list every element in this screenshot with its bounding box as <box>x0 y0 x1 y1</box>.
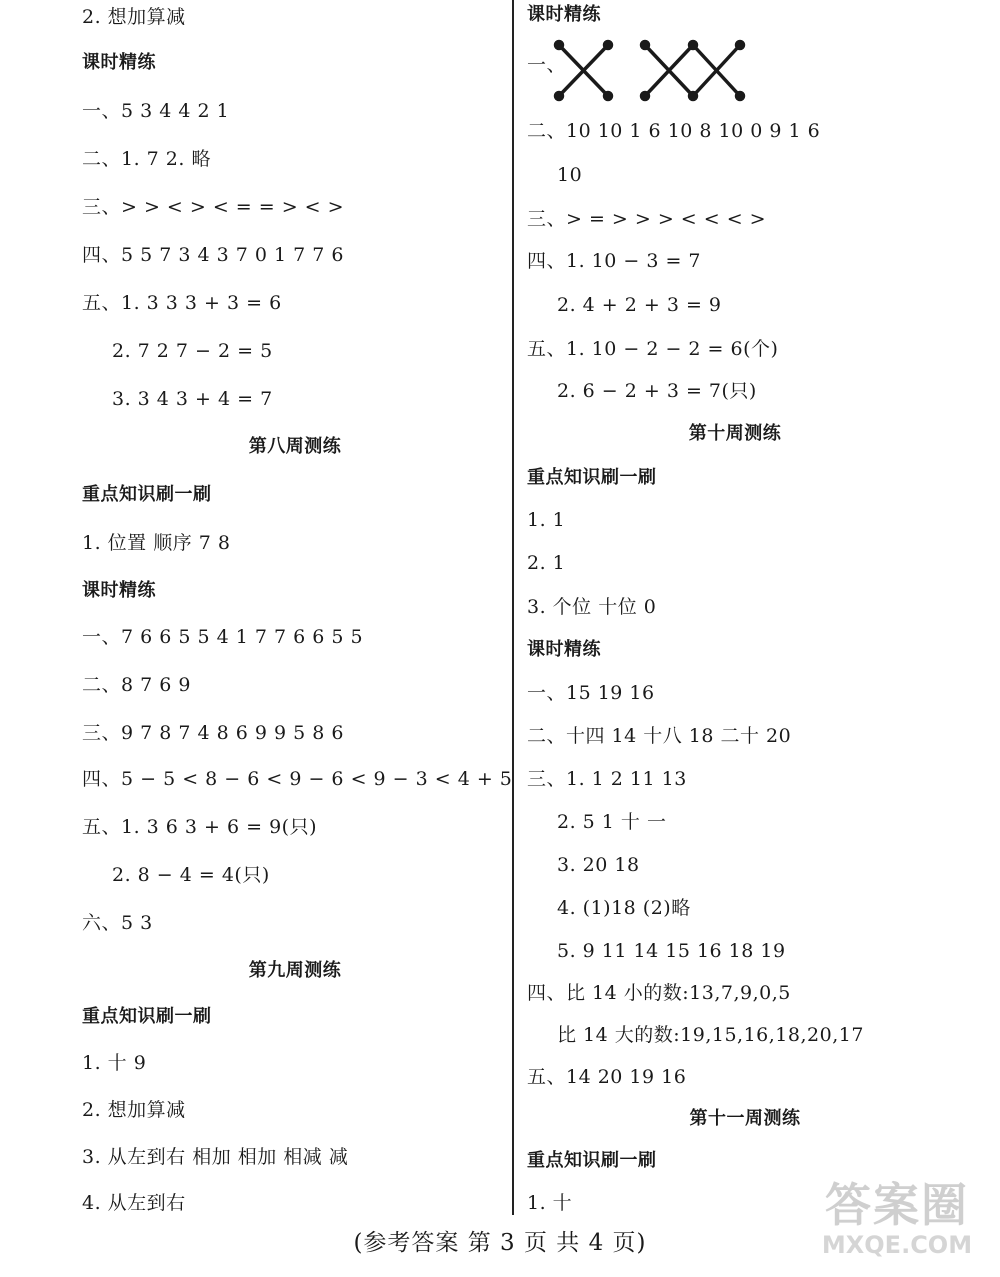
answer-line: 2. 6 − 2 + 3 = 7(只) <box>557 380 757 402</box>
answer-line: 2. 5 1 十 一 <box>557 811 667 833</box>
answer-line: 4. (1)18 (2)略 <box>557 897 691 919</box>
answer-line: 比 14 大的数:19,15,16,18,20,17 <box>557 1024 864 1046</box>
answer-line: 二、十四 14 十八 18 二十 20 <box>527 725 792 747</box>
watermark-logo: 答案圈 <box>825 1178 969 1232</box>
answer-line: 3. 从左到右 相加 相加 相减 减 <box>82 1146 349 1168</box>
week-title: 第十周测练 <box>688 423 782 444</box>
answer-line: 2. 4 + 2 + 3 = 9 <box>557 294 722 316</box>
left-column <box>0 0 513 1240</box>
match-dot <box>690 42 697 49</box>
answer-line: 一、5 3 4 4 2 1 <box>82 100 230 122</box>
answer-line: 1. 十 <box>527 1192 573 1214</box>
answer-line: 1. 位置 顺序 7 8 <box>82 532 231 554</box>
answer-line: 三、> > < > < = = > < > <box>82 196 345 218</box>
answer-line: 4. 从左到右 <box>82 1192 186 1214</box>
answer-line: 五、1. 3 6 3 + 6 = 9(只) <box>82 816 318 838</box>
answer-line: 2. 想加算减 <box>82 6 186 28</box>
section-heading: 重点知识刷一刷 <box>527 467 657 488</box>
answer-line: 六、5 3 <box>82 912 153 934</box>
answer-line: 10 <box>557 164 583 186</box>
answer-line: 2. 想加算减 <box>82 1099 186 1121</box>
answer-line: 四、5 − 5 < 8 − 6 < 9 − 6 < 9 − 3 < 4 + 5 <box>82 768 513 790</box>
page-footer: (参考答案 第 3 页 共 4 页) <box>353 1230 647 1256</box>
answer-line: 3. 个位 十位 0 <box>527 596 657 618</box>
answer-line: 1. 十 9 <box>82 1052 147 1074</box>
answer-line: 一、 <box>527 54 567 76</box>
answer-line: 四、1. 10 − 3 = 7 <box>527 250 702 272</box>
answer-line: 二、8 7 6 9 <box>82 674 191 696</box>
match-dot <box>690 93 697 100</box>
answer-line: 四、5 5 7 3 4 3 7 0 1 7 7 6 <box>82 244 344 266</box>
answer-line: 三、> = > > > < < < > <box>527 208 767 230</box>
match-dot <box>642 93 649 100</box>
watermark <box>802 1179 992 1263</box>
section-heading: 课时精练 <box>82 580 156 601</box>
answer-line: 一、15 19 16 <box>527 682 655 704</box>
match-dot <box>605 42 612 49</box>
answer-line: 2. 8 − 4 = 4(只) <box>112 864 270 886</box>
matching-lines-drawing <box>525 38 755 108</box>
match-dot <box>737 93 744 100</box>
match-dot <box>605 93 612 100</box>
answer-line: 1. 1 <box>527 509 566 531</box>
section-heading: 重点知识刷一刷 <box>82 1006 212 1027</box>
answer-line: 四、比 14 小的数:13,7,9,0,5 <box>527 982 791 1004</box>
answer-line: 五、1. 3 3 3 + 3 = 6 <box>82 292 282 314</box>
week-title: 第十一周测练 <box>689 1108 801 1129</box>
watermark-url: MXQE.COM <box>821 1231 973 1259</box>
section-heading: 重点知识刷一刷 <box>527 1150 657 1171</box>
answer-line: 一、7 6 6 5 5 4 1 7 7 6 6 5 5 <box>82 626 364 648</box>
week-title: 第九周测练 <box>248 960 342 981</box>
answer-line: 二、1. 7 2. 略 <box>82 148 211 170</box>
section-heading: 课时精练 <box>527 4 601 25</box>
match-dot <box>556 42 563 49</box>
answer-line: 3. 20 18 <box>557 854 640 876</box>
answer-line: 二、10 10 1 6 10 8 10 0 9 1 6 <box>527 120 821 142</box>
week-title: 第八周测练 <box>248 436 342 457</box>
match-dot <box>737 42 744 49</box>
answer-line: 三、1. 1 2 11 13 <box>527 768 687 790</box>
right-column <box>515 0 1000 1240</box>
answer-line: 2. 1 <box>527 552 566 574</box>
column-divider <box>512 0 514 1215</box>
section-heading: 课时精练 <box>527 639 601 660</box>
answer-line: 5. 9 11 14 15 16 18 19 <box>557 940 786 962</box>
answer-line: 五、14 20 19 16 <box>527 1066 687 1088</box>
answer-line: 2. 7 2 7 − 2 = 5 <box>112 340 273 362</box>
section-heading: 重点知识刷一刷 <box>82 484 212 505</box>
answer-line: 三、9 7 8 7 4 8 6 9 9 5 8 6 <box>82 722 344 744</box>
match-dot <box>642 42 649 49</box>
answer-line: 3. 3 4 3 + 4 = 7 <box>112 388 273 410</box>
section-heading: 课时精练 <box>82 52 156 73</box>
answer-line: 五、1. 10 − 2 − 2 = 6(个) <box>527 338 779 360</box>
match-dot <box>556 93 563 100</box>
